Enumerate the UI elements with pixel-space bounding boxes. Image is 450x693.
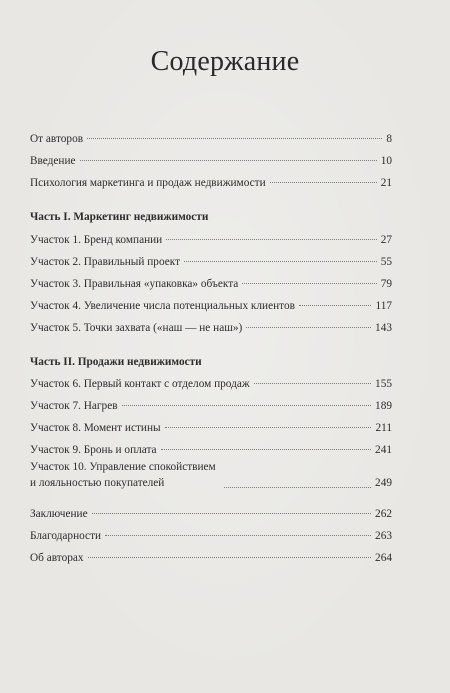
- toc-entry-introduction: [30, 153, 392, 169]
- toc-entry-title: Участок 9. Бронь и оплата: [30, 444, 157, 456]
- dot-leader: [165, 427, 372, 428]
- toc-entry-part1-1: [30, 232, 392, 248]
- dot-leader: [242, 283, 376, 284]
- page-title: Содержание: [150, 45, 300, 77]
- toc-entry-title: Участок 7. Нагрев: [30, 400, 118, 412]
- toc-entry-page: 189: [375, 400, 392, 412]
- toc-entry-title: Об авторах: [30, 552, 84, 564]
- toc-entry-title: Участок 4. Увеличение числа потенциальных клиентов: [30, 300, 295, 312]
- dot-leader: [161, 449, 371, 450]
- toc-entry-title-line1: Участок 10. Управление спокойствием: [30, 461, 216, 473]
- dot-leader: [92, 513, 371, 514]
- dot-leader: [254, 383, 371, 384]
- toc-entry-page: 117: [375, 300, 392, 312]
- toc-entry-title: Благодарности: [30, 530, 102, 542]
- toc-entry-title-line2: и лояльностью покупателей: [30, 477, 165, 489]
- dot-leader: [246, 327, 371, 328]
- part-2-heading: Часть II. Продажи недвижимости: [30, 356, 202, 368]
- toc-entry-page: 211: [375, 422, 392, 434]
- dot-leader: [224, 487, 371, 488]
- part-1-heading: Часть I. Маркетинг недвижимости: [30, 211, 209, 223]
- dot-leader: [87, 138, 382, 139]
- toc-entry-page: 21: [380, 177, 392, 189]
- toc-entry-about-authors: [30, 550, 392, 566]
- toc-entry-title: Участок 3. Правильная «упаковка» объекта: [30, 278, 239, 290]
- toc-entry-title: Участок 6. Первый контакт с отделом продаж: [30, 378, 250, 390]
- toc-entry-part2-9: [30, 442, 392, 458]
- toc-entry-page: 143: [375, 322, 392, 334]
- toc-entry-page: 8: [386, 133, 392, 145]
- toc-entry-part1-5: [30, 320, 392, 336]
- toc-entry-title: Участок 2. Правильный проект: [30, 256, 181, 268]
- toc-entry-title: Психология маркетинга и продаж недвижимости: [30, 177, 266, 189]
- dot-leader: [166, 239, 376, 240]
- dot-leader: [299, 305, 372, 306]
- toc-entry-page: 79: [380, 278, 392, 290]
- toc-entry-part2-6: [30, 376, 392, 392]
- toc-entry-page: 27: [380, 234, 392, 246]
- toc-entry-title: Заключение: [30, 508, 88, 520]
- toc-entry-acknowledgements: [30, 528, 392, 544]
- dot-leader: [184, 261, 377, 262]
- dot-leader: [105, 535, 371, 536]
- toc-entry-part1-2: [30, 254, 392, 270]
- toc-entry-title: Введение: [30, 155, 76, 167]
- toc-entry-part2-7: [30, 398, 392, 414]
- toc-entry-page: 262: [375, 508, 392, 520]
- toc-entry-page: 241: [375, 444, 392, 456]
- toc-entry-part1-3: [30, 276, 392, 292]
- toc-entry-page: 263: [375, 530, 392, 542]
- toc-entry-part2-8: [30, 420, 392, 436]
- toc-entry-part2-10: [30, 459, 392, 491]
- toc-entry-title: Участок 1. Бренд компании: [30, 234, 163, 246]
- dot-leader: [122, 405, 371, 406]
- toc-entry-page: 249: [375, 477, 392, 489]
- toc-entry-part1-4: [30, 298, 392, 314]
- toc-entry-title: [30, 459, 220, 491]
- dot-leader: [80, 160, 377, 161]
- toc-entry-title: Участок 8. Момент истины: [30, 422, 161, 434]
- dot-leader: [88, 557, 372, 558]
- dot-leader: [270, 182, 377, 183]
- toc-entry-title: От авторов: [30, 133, 84, 145]
- toc-entry-authors-foreword: [30, 131, 392, 147]
- toc-entry-page: 10: [380, 155, 392, 167]
- toc-entry-psychology: [30, 175, 392, 191]
- toc-entry-title: Участок 5. Точки захвата («наш — не наш»): [30, 322, 243, 334]
- toc-entry-page: 155: [375, 378, 392, 390]
- toc-entry-page: 55: [380, 256, 392, 268]
- toc-entry-conclusion: [30, 506, 392, 522]
- toc-entry-page: 264: [375, 552, 392, 564]
